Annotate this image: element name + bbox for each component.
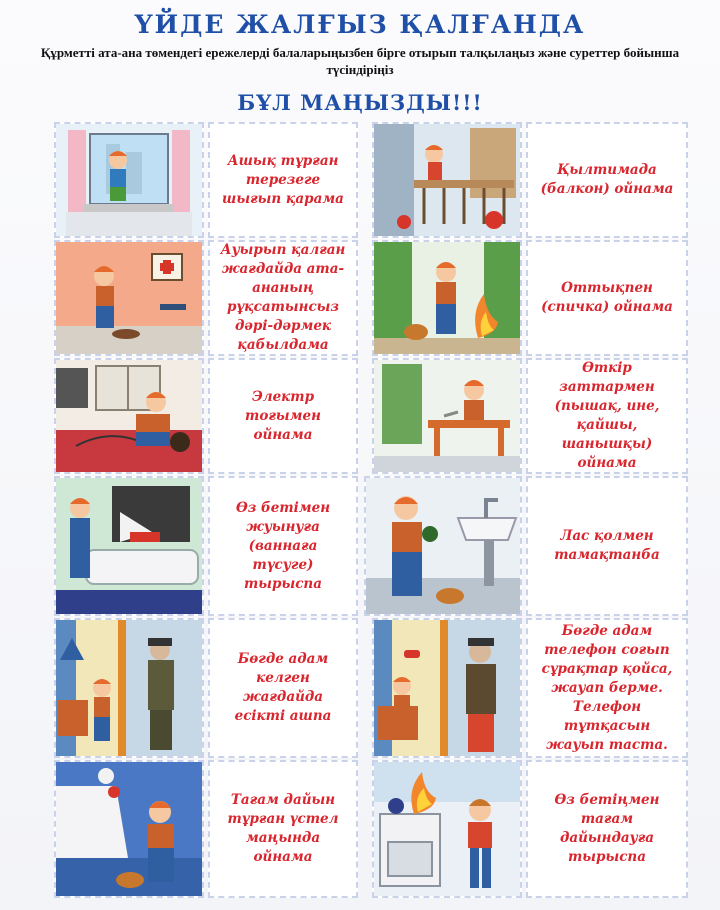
- rule-text-cell: [208, 476, 358, 616]
- rule-text: Өз бетімен жуынуға (ваннаға түсуге) тырыспа: [235, 499, 331, 592]
- rule-text: Өткір заттармен (пышақ, ине, қайшы, шанышқы) ойнама: [554, 360, 660, 471]
- rule-picture-medicine: [54, 240, 204, 356]
- important-heading: БҰЛ МАҢЫЗДЫ!!!: [237, 90, 483, 115]
- rule-picture-table: [54, 760, 204, 898]
- medicine-icon: [56, 242, 202, 354]
- rule-text-cell: [526, 476, 688, 616]
- page-title: ҮЙДЕ ЖАЛҒЫЗ ҚАЛҒАНДА: [134, 10, 586, 39]
- rules-grid: [44, 118, 692, 900]
- rule-picture-electric: [54, 358, 204, 474]
- rule-picture-sink: [364, 476, 522, 616]
- balcony-icon: [374, 124, 520, 236]
- rule-text-cell: [526, 240, 688, 356]
- rule-text-cell: [526, 358, 688, 474]
- stove-fire-icon: [374, 762, 520, 896]
- rule-text-cell: [526, 122, 688, 238]
- rule-picture-sharp: [372, 358, 522, 474]
- rule-text: Лас қолмен тамақтанба: [554, 528, 660, 563]
- rule-picture-door: [54, 618, 204, 758]
- rule-picture-telephone: [372, 618, 522, 758]
- sink-icon: [366, 478, 520, 614]
- rule-text: Қылтимада (балкон) ойнама: [540, 162, 674, 197]
- rule-text-cell: [526, 618, 688, 758]
- rule-text: Ашық тұрған терезеге шығып қарама: [222, 152, 344, 207]
- electric-plug-icon: [56, 360, 202, 472]
- rule-picture-stove: [372, 760, 522, 898]
- rule-text-cell: [208, 240, 358, 356]
- open-window-icon: [56, 124, 202, 236]
- telephone-icon: [374, 620, 520, 756]
- rule-text-cell: [208, 618, 358, 758]
- rule-text: Бөгде адам телефон соғып сұрақтар қойса, жауап берме. Телефон тұтқасын жауып таста.: [541, 622, 673, 753]
- table-tray-icon: [56, 762, 202, 896]
- rule-text: Электр тоғымен ойнама: [245, 388, 321, 443]
- rule-text-cell: [208, 122, 358, 238]
- rule-picture-balcony: [372, 122, 522, 238]
- rule-text: Өз бетіңмен тағам дайындауға тырыспа: [554, 792, 660, 865]
- rule-text: Бөгде адам келген жағдайда есікті ашпа: [234, 651, 332, 724]
- rule-text: Оттықпен (спичка) ойнама: [541, 280, 673, 315]
- matches-fire-icon: [374, 242, 520, 354]
- rule-text-cell: [208, 760, 358, 898]
- rule-text-cell: [526, 760, 688, 898]
- rule-text-cell: [208, 358, 358, 474]
- rule-picture-bath: [54, 476, 204, 616]
- intro-text: Құрметті ата-ана төмендегі ережелерді балаларыңызбен бірге отырып талқылаңыз және суреттер бойынша түсіндіріңіз: [40, 45, 680, 77]
- door-stranger-icon: [56, 620, 202, 756]
- rule-text: Тағам дайын тұрған үстел маңында ойнама: [227, 792, 339, 865]
- rule-picture-open-window: [54, 122, 204, 238]
- sharp-objects-icon: [374, 360, 520, 472]
- rule-picture-matches: [372, 240, 522, 356]
- rule-text: Ауырып қалған жағдайда ата-ананың рұқсатынсыз дәрі-дәрмек қабылдама: [220, 242, 346, 353]
- bathtub-icon: [56, 478, 202, 614]
